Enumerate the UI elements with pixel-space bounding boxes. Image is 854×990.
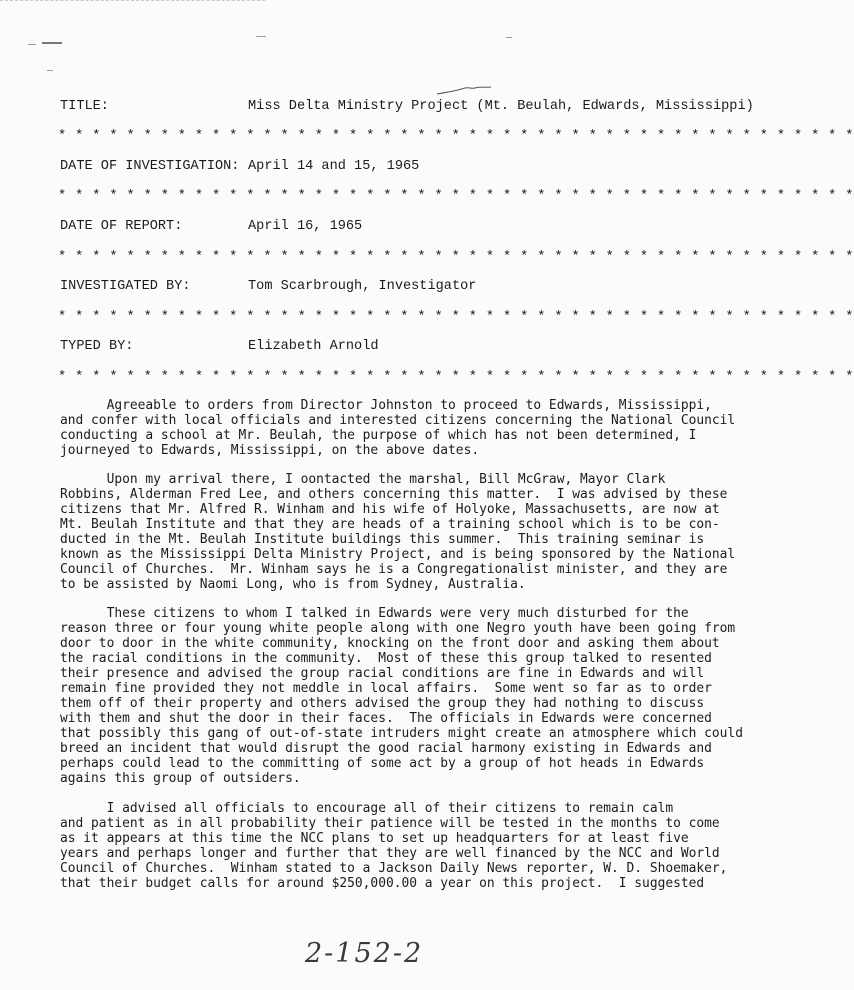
investigated-by-label: INVESTIGATED BY: [60, 279, 191, 294]
date-report-value: April 16, 1965 [248, 219, 363, 234]
body-paragraph-4: I advised all officials to encourage all of their citizens to remain calm and patient as in all probability their patience will be tested in the months to come as it appears at this time the NCC plans to set up headquarters for at least five years and perhaps longer and further that they are well financed by the NCC and World Council of Churches. Winham stated to a Jackson Daily News reporter, W. D. Shoemaker, that their budget calls for around $250,000.00 a year on this project. I suggested [60, 801, 728, 891]
date-report-field [60, 218, 740, 236]
page-number-handwritten: 2-152-2 [305, 938, 424, 969]
scan-mark [28, 44, 36, 45]
title-label: TITLE: [60, 99, 109, 114]
separator-line: * * * * * * * * * * * * * * * * * * * * * * * * * * * * * * * * * * * * * * * * * * * * * * * [58, 129, 854, 144]
date-report-label: DATE OF REPORT: [60, 219, 183, 234]
typed-by-label: TYPED BY: [60, 339, 134, 354]
typed-by-field [60, 338, 740, 356]
typed-by-value: Elizabeth Arnold [248, 339, 379, 354]
body-paragraph-1: Agreeable to orders from Director Johnston to proceed to Edwards, Mississippi, and confer with local officials and interested citizens concerning the National Council conducting a school at Mr. Beulah, the purpose of which has not been determined, I journeyed to Edwards, Mississippi, on the above dates. [60, 398, 736, 458]
body-paragraph-2: Upon my arrival there, I oontacted the marshal, Bill McGraw, Mayor Clark Robbins, Alderman Fred Lee, and others concerning this matter. I was advised by these citizens that Mr. Alfred R. Winham and his wife of Holyoke, Massachusetts, are now at Mt. Beulah Institute and that they are heads of a training school which is to be con- ducted in the Mt. Beulah Institute buildings this summer. This training seminar is known as the Mississippi Delta Ministry Project, and is being sponsored by the National Council of Churches. Mr. Winham says he is a Congregationalist minister, and they are to be assisted by Naomi Long, who is from Sydney, Australia. [60, 472, 736, 592]
date-investigation-label: DATE OF INVESTIGATION: [60, 159, 240, 174]
separator-line: * * * * * * * * * * * * * * * * * * * * * * * * * * * * * * * * * * * * * * * * * * * * * * * [58, 310, 854, 325]
title-value: Miss Delta Ministry Project (Mt. Beulah, Edwards, Mississippi) [248, 99, 754, 114]
body-paragraph-3: These citizens to whom I talked in Edwards were very much disturbed for the reason three or four young white people along with one Negro youth have been going from door to door in the white community, knocking on the front door and asking them about the racial conditions in the community. Most of these this group talked to resented their presence and advised the group racial conditions are fine in Edwards and will remain fine provided they not meddle in local affairs. Some went so far as to order them off of their property and others advised the group they had nothing to discuss with them and shut the door in their faces. The officials in Edwards were concerned that possibly this gang of out-of-state intruders might create an atmosphere which could breed an incident that would disrupt the good racial harmony existing in Edwards and perhaps could lead to the committing of some act by a group of hot heads in Edwards agains this group of outsiders. [60, 606, 743, 786]
investigated-by-field [60, 278, 740, 296]
scan-top-dash-line [0, 0, 265, 1]
title-field [60, 98, 754, 116]
scan-mark [506, 37, 512, 38]
date-investigation-field [60, 158, 740, 176]
separator-line: * * * * * * * * * * * * * * * * * * * * * * * * * * * * * * * * * * * * * * * * * * * * * * * [58, 250, 854, 265]
date-investigation-value: April 14 and 15, 1965 [248, 159, 420, 174]
investigated-by-value: Tom Scarbrough, Investigator [248, 279, 477, 294]
scan-mark [42, 42, 62, 44]
separator-line: * * * * * * * * * * * * * * * * * * * * * * * * * * * * * * * * * * * * * * * * * * * * * * * [58, 370, 854, 385]
scan-mark [47, 70, 53, 71]
separator-line: * * * * * * * * * * * * * * * * * * * * * * * * * * * * * * * * * * * * * * * * * * * * * * * [58, 189, 854, 204]
scan-mark [256, 36, 266, 37]
